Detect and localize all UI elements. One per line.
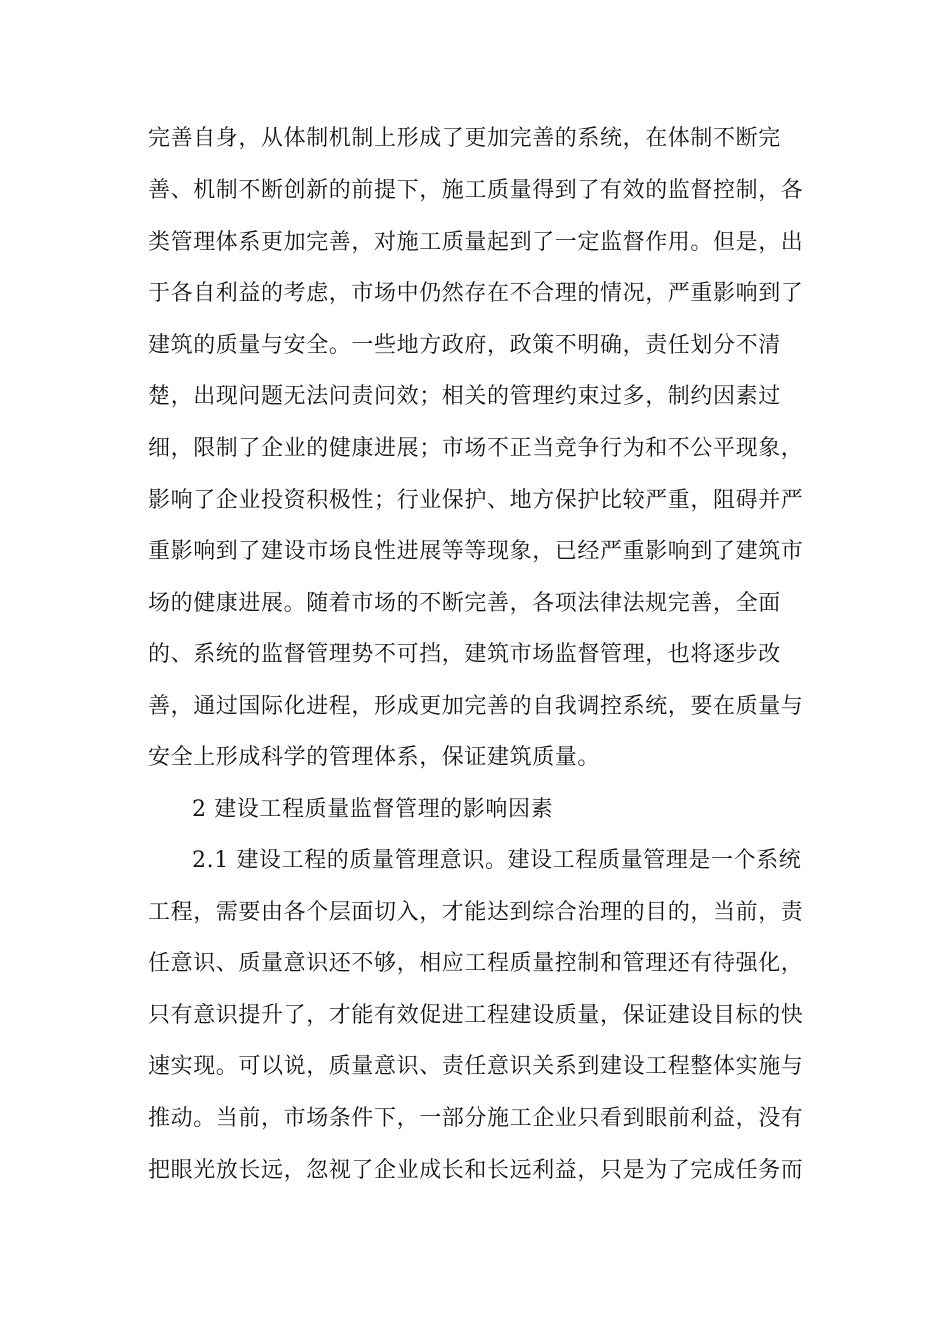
subsection-first-line: 2.1 建设工程的质量管理意识。建设工程质量管理是一个系统 — [192, 848, 802, 873]
text-line: 任意识、质量意识还不够，相应工程质量控制和管理还有待强化， — [148, 951, 804, 976]
text-line: 于各自利益的考虑，市场中仍然存在不合理的情况，严重影响到了 — [148, 281, 804, 306]
text-line: 工程，需要由各个层面切入，才能达到综合治理的目的，当前，责 — [148, 900, 804, 925]
text-line: 影响了企业投资积极性；行业保护、地方保护比较严重，阻碍并严 — [148, 488, 804, 513]
text-line: 楚，出现问题无法问责问效；相关的管理约束过多，制约因素过 — [148, 384, 781, 409]
text-line: 推动。当前，市场条件下，一部分施工企业只看到眼前利益，没有 — [148, 1106, 804, 1131]
text-line: 完善自身，从体制机制上形成了更加完善的系统，在体制不断完 — [148, 126, 781, 151]
text-line: 把眼光放长远，忽视了企业成长和长远利益，只是为了完成任务而 — [148, 1158, 804, 1183]
text-line: 善，通过国际化进程，形成更加完善的自我调控系统，要在质量与 — [148, 694, 804, 719]
text-line: 场的健康进展。随着市场的不断完善，各项法律法规完善，全面 — [148, 591, 781, 616]
text-line: 重影响到了建设市场良性进展等等现象，已经严重影响到了建筑市 — [148, 539, 804, 564]
section-heading: 2 建设工程质量监督管理的影响因素 — [192, 797, 554, 822]
text-line: 安全上形成科学的管理体系，保证建筑质量。 — [148, 745, 601, 770]
text-line: 类管理体系更加完善，对施工质量起到了一定监督作用。但是，出 — [148, 230, 804, 255]
text-line: 善、机制不断创新的前提下，施工质量得到了有效的监督控制，各 — [148, 178, 804, 203]
text-line: 速实现。可以说，质量意识、责任意识关系到建设工程整体实施与 — [148, 1054, 804, 1079]
text-line: 建筑的质量与安全。一些地方政府，政策不明确，责任划分不清 — [148, 333, 781, 358]
text-line: 的、系统的监督管理势不可挡，建筑市场监督管理，也将逐步改 — [148, 642, 781, 667]
text-line: 细，限制了企业的健康进展；市场不正当竞争行为和不公平现象， — [148, 436, 804, 461]
text-line: 只有意识提升了，才能有效促进工程建设质量，保证建设目标的快 — [148, 1003, 804, 1028]
